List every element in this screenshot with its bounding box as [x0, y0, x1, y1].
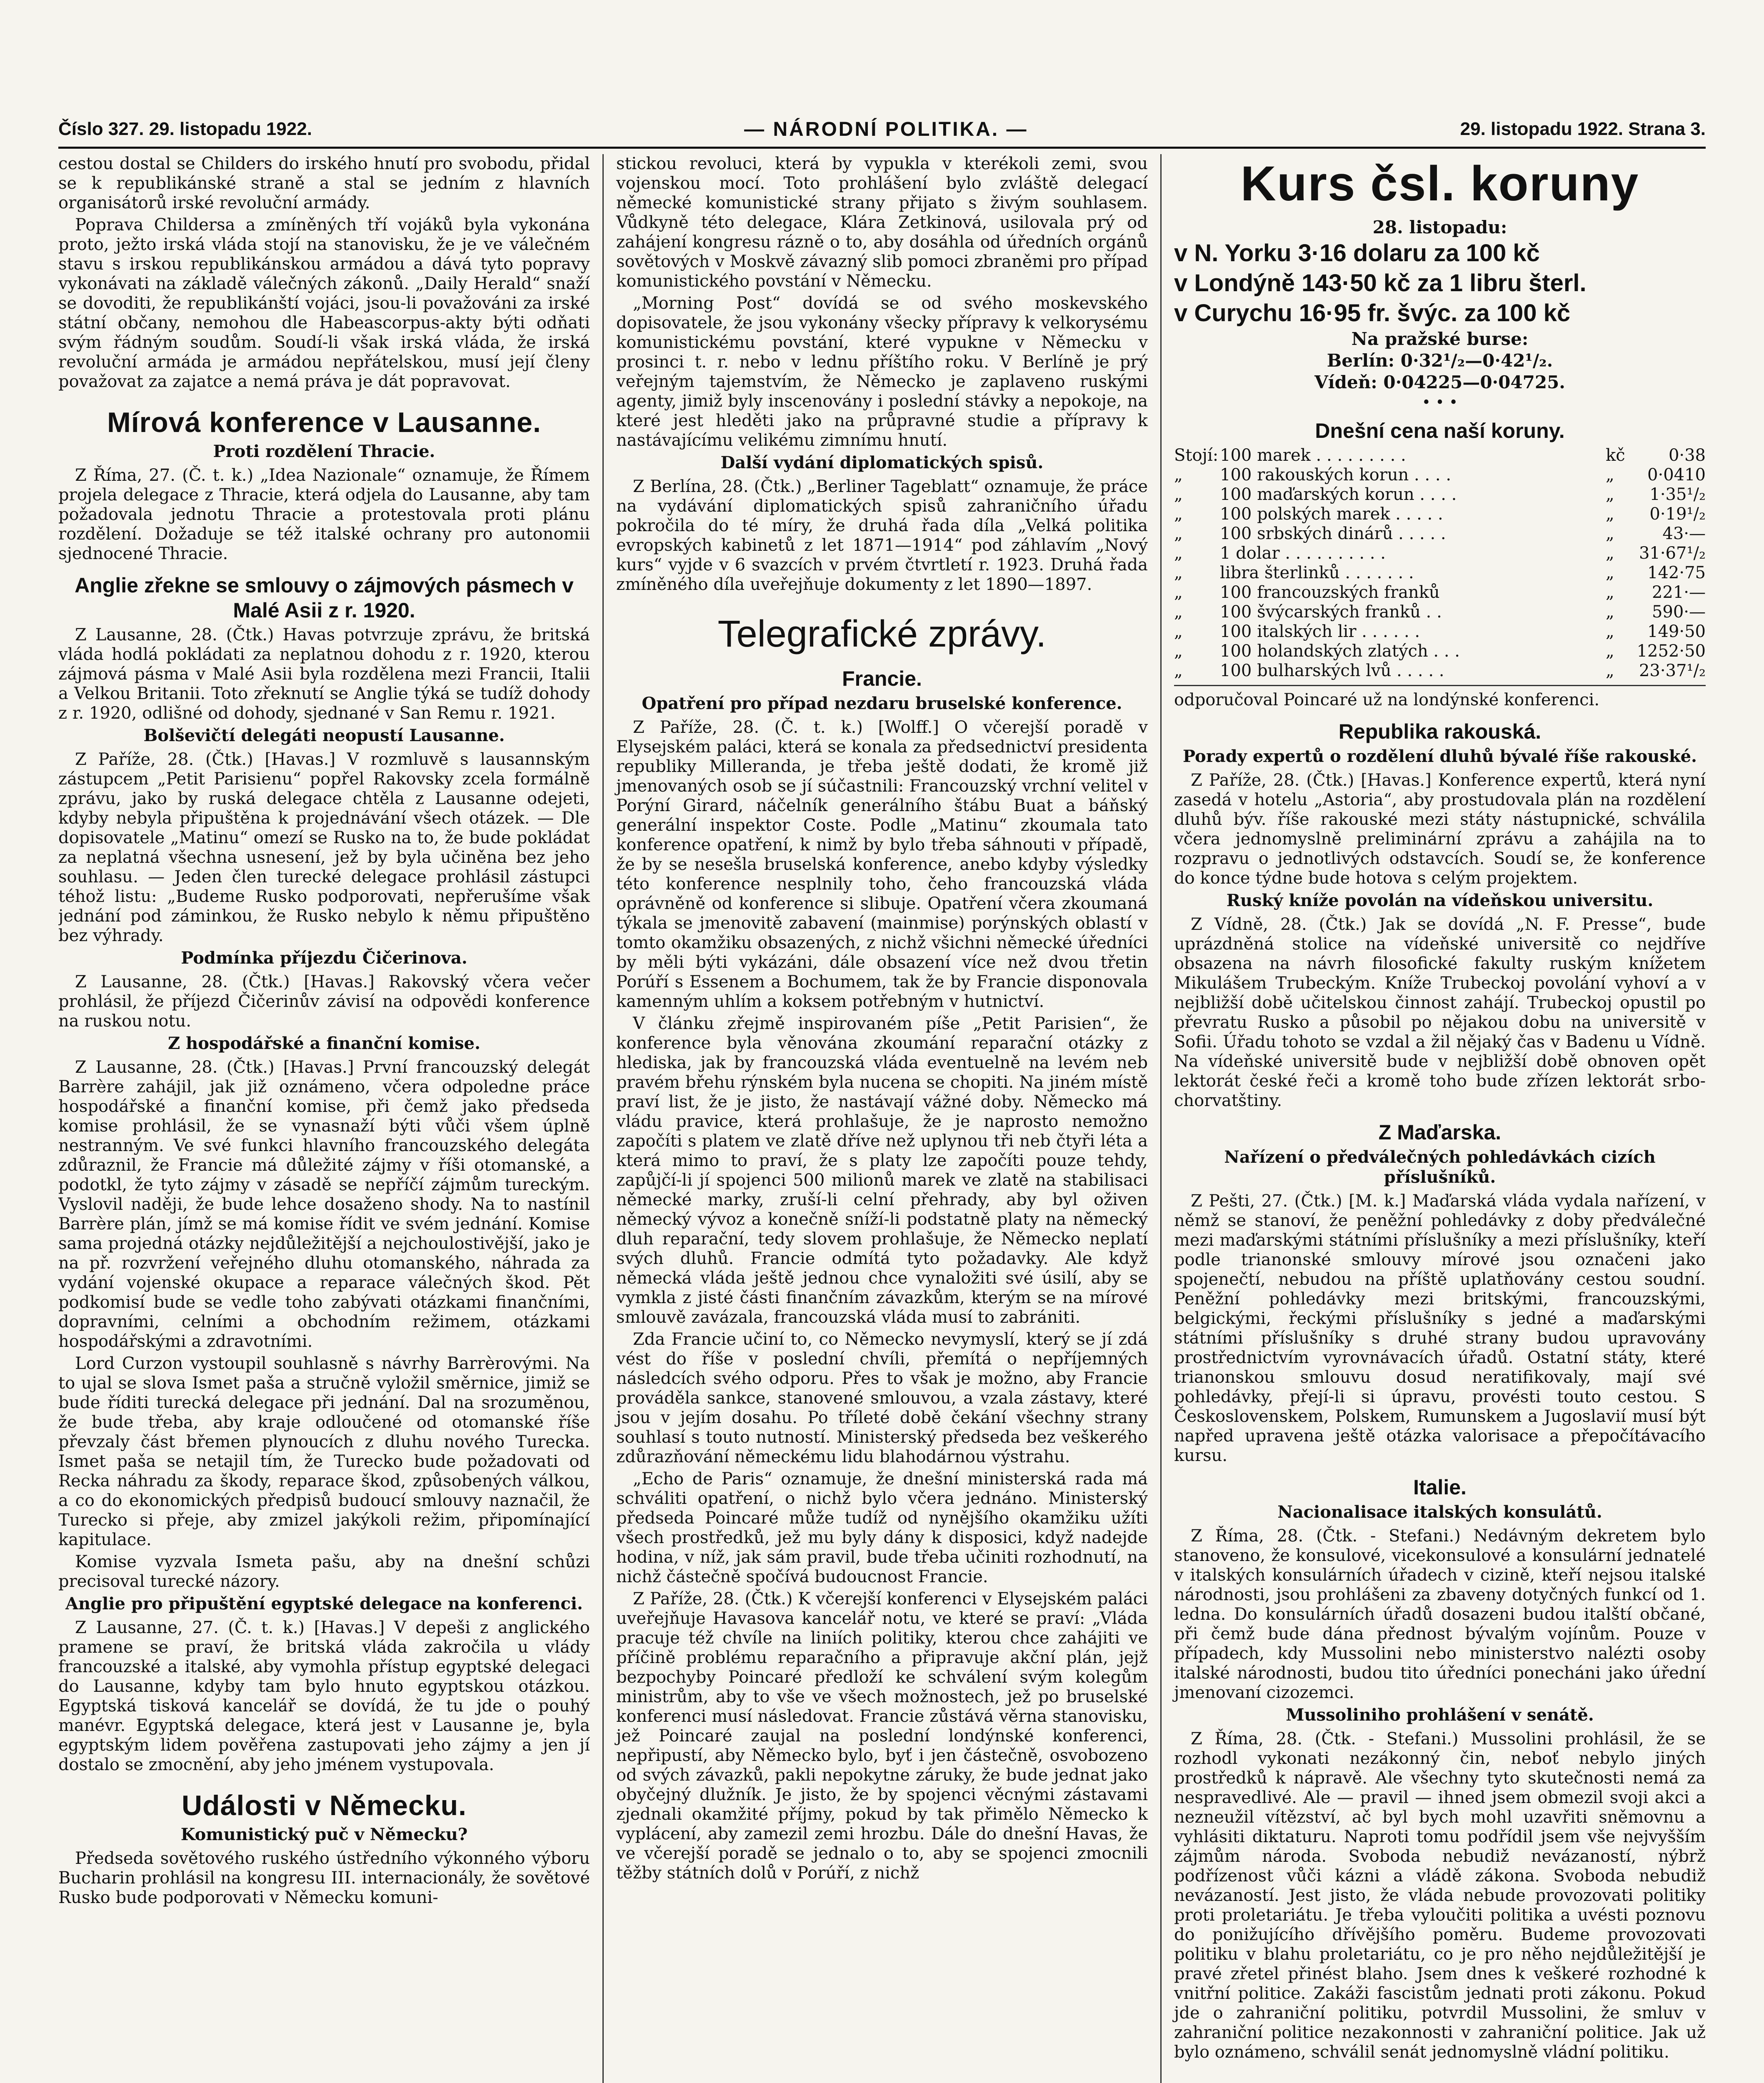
- subheadline-rakousko: Porady expertů o rozdělení dluhů bývalé říše rakouské.: [1183, 747, 1697, 766]
- rate-unit: „: [1606, 583, 1614, 602]
- paragraph: „Morning Post“ dovídá se od svého moskevského dopisovatele, že jsou vykonány všecky přípravy k velkorysému komunistickému povstání, které vypukne v Německu v prosinci t. r. nebo v lednu příštího roku. V Berlíně je prý veřejným tajemstvím, že Německo je zaplaveno ruskými agenty, jimiž byly inscenovány i poslední stávky a nepokoje, na které jest hleděti jako na průpravné studie a přípravy k nastávajícímu velikému zimnímu hnutí.: [616, 294, 1148, 450]
- paragraph: Z Paříže, 28. (Č. t. k.) [Wolff.] O včerejší poradě v Elysejském paláci, která se konala za předsednictví presidenta republiky Milleranda, je třeba ještě dodati, že kromě již jmenovaných osob se jí súčastnili: Francouzský vrchní velitel v Porýní Girard, náčelník generálního štábu Buat a báňský generální inspektor Coste. Podle „Matinu“ zkoumala tato konference opatření, k nimž by bylo třeba sáhnouti v případě, že by se nesešla bruselská konference, anebo kdyby výsledky této konference nesplnily toho, čeho francouzská vláda oprávněně od konference si slibuje. Opatření včera zkoumaná týkala se jmenovitě zabavení (mainmise) porýnských oblastí v tomto okamžiku obsazených, z nichž všichni německé úředníci by měli býti vykázáni, dále obsazení více než dvou třetin Porúří s Essenem a Bochumem, tak že by Francie disponovala kamenným uhlím a koksem potřebným v hutnictví.: [616, 718, 1148, 1011]
- headline-rakousko: Republika rakouská.: [1338, 720, 1542, 743]
- rate-row: [1174, 642, 1706, 661]
- paragraph: Z Lausanne, 28. (Čtk.) [Havas.] První francouzský delegát Barrère zahájil, jak již oznámeno, včera odpoledne práce hospodářské a finanční komise, při čemž jako předseda komise prohlásil, že se vynasnaží býti vůči všem úplně nestranným. Ve své funkci hlavního francouzského delegáta zdůraznil, že Francie má důležité zájmy v říši otomanské, a podotkl, že tyto zájmy v zásadě se nepříčí zájmům tureckým. Vyslovil naději, že bude lehce dosaženo shody. Na to nastínil Barrère plán, jímž se má komise řídit ve svém jednání. Komise sama projedná otázky nejdůležitější a nejchoulostivější, jako je na př. rozvržení veřejného dluhu otomanského, náhrada za vydání vojenské okupace a reparace válečných škod. Pět podkomisí bude se vedle toho zabývati otázkami finančními, dopravními, celními a obchodním režimem, otázkami hospodářskými a zdravotními.: [58, 1058, 590, 1351]
- rate-label: 100 italských lir . . . . . .: [1220, 622, 1420, 641]
- paragraph: stickou revoluci, která by vypukla v kterékoli zemi, svou vojenskou mocí. Toto prohlášení bylo zvláště delegací německé komunistické strany přijato s živým souhlasem. Vůdkyně této delegace, Klára Zetkinová, usilovala prý od zahájení kongresu rázně o to, aby dosáhla od úředních orgánů sovětových v Moskvě závazný slib pomoci zbraněmi pro případ komunistického povstání v Německu.: [616, 154, 1148, 291]
- rate-prefix: „: [1174, 505, 1183, 524]
- rate-label: 100 maďarských korun . . . .: [1220, 485, 1457, 504]
- page-info: 29. listopadu 1922. Strana 3.: [1460, 119, 1706, 139]
- rate-prefix: Stojí:: [1174, 446, 1219, 465]
- rate-row: [1174, 505, 1706, 524]
- columns: [58, 154, 1706, 2083]
- subheadline-puc: Komunistický puč v Německu?: [180, 1825, 468, 1844]
- rate-value: 142·75: [1647, 563, 1706, 582]
- subheadline-konsulaty: Nacionalisace italských konsulátů.: [1277, 1502, 1602, 1522]
- rate-row: [1174, 661, 1706, 681]
- paragraph: Z Lausanne, 28. (Čtk.) [Havas.] Rakovský včera večer prohlásil, že příjezd Čičerinův závisí na odpovědi konference na ruskou notu.: [58, 972, 590, 1031]
- headline-anglie: Anglie zřekne se smlouvy o zájmových pásmech v Malé Asii z r. 1920.: [75, 574, 574, 622]
- paragraph: Z Vídně, 28. (Čtk.) Jak se dovídá „N. F. Presse“, bude uprázdněná stolice na vídeňské universitě co nejdříve obsazena na návrh filosofické fakulty ruským knížetem Mikulášem Trubeckým. Kníže Trubeckoj povolání vyhoví a v nejbližší době učitelskou činnost zahájí. Trubeckoj opustil po převratu Rusko a působil po nějakou dobu na universitě v Sofii. Úřadu tohoto se vzdal a žil nějaký čas v Badenu u Vídně. Na vídeňské universitě bude v nejbližší době obnoven opět lektorát české řeči a kromě toho bude zřízen lektorát srbo-chorvatštiny.: [1174, 915, 1706, 1110]
- rate-prefix: „: [1174, 602, 1183, 622]
- newspaper-title: — NÁRODNÍ POLITIKA. —: [744, 118, 1028, 140]
- paragraph: Z Paříže, 28. (Čtk.) [Havas.] V rozmluvě s lausannským zástupcem „Petit Parisienu“ popřel Rakovsky zcela formálně zprávu, jako by ruská delegace chtěla z Lausanne odejeti, kdyby nebyla připuštěna k projednávání všech otázek. — Dle dopisovatele „Matinu“ omezí se Rusko na to, že bude pokládat za neplatná všechna usnesení, jež by byla učiněna bez jeho souhlasu. — Jeden člen turecké delegace prohlásil zástupci téhož listu: „Budeme Rusko podporovati, nepřerušíme však jednání pod záminkou, že Rusko nebylo k němu připuštěno bez výhrady.: [58, 750, 590, 945]
- rate-value: 1252·50: [1637, 642, 1706, 661]
- rate-value: 0·19¹/₂: [1649, 505, 1706, 524]
- rate-unit: „: [1606, 642, 1614, 661]
- headline-kurs: Kurs čsl. koruny: [1240, 156, 1639, 211]
- rate-prefix: „: [1174, 583, 1183, 602]
- column-3: [1162, 154, 1706, 2083]
- rate-label: 1 dolar . . . . . . . . . .: [1220, 544, 1386, 563]
- headline-bolsevici: Bolševičtí delegáti neopustí Lausanne.: [143, 726, 505, 745]
- rate-prefix: „: [1174, 485, 1183, 504]
- masthead: [58, 112, 1706, 146]
- rate-prefix: „: [1174, 563, 1183, 582]
- rate-unit: „: [1606, 563, 1614, 582]
- rate-prefix: „: [1174, 622, 1183, 641]
- headline-madarsko: Z Maďarska.: [1378, 1121, 1502, 1144]
- rate-row: [1174, 563, 1706, 583]
- headline-egypt: Anglie pro připuštění egyptské delegace na konferenci.: [65, 1594, 583, 1613]
- headline-italie: Italie.: [1413, 1476, 1467, 1499]
- headline-hospodarska: Z hospodářské a finanční komise.: [168, 1034, 480, 1053]
- rate-label: libra šterlinků . . . . . . .: [1220, 563, 1414, 582]
- rate-value: 590·—: [1652, 602, 1706, 622]
- rate-value: 1·35¹/₂: [1649, 485, 1706, 504]
- column-2: [604, 154, 1162, 2083]
- rate-label: 100 holandských zlatých . . .: [1220, 642, 1460, 661]
- rate-unit: „: [1606, 602, 1614, 622]
- paragraph: V článku zřejmě inspirovaném píše „Petit Parisien“, že konference byla věnována zkoumání reparační otázky z hlediska, jak by francouzská vláda eventuelně na levém neb pravém břehu rýnském byla nucena se chopiti. Na jiném místě praví list, že je jisto, že nastávají vážné doby. Německo má vládu pravice, která prohlašuje, že je naprosto nemožno započíti s platem ve zlatě dříve než uplynou tři neb čtyři léta a která mimo to praví, že s platy lze započíti pouze tehdy, zapůjčí-li jí spojenci 500 milionů marek ve zlatě na stabilisaci německé marky, zruší-li celní přehrady, aby byl oživen německý vývoz a konečně sníží-li podstatně platy na německý dluh reparační, tedy slovem prohlašuje, že Německo neplatí svých dluhů. Francie odmítá tyto požadavky. Ale když německá vláda ještě jednou chce vynaložiti své úsilí, aby se vymkla z jisté části finančním závazkům, kterým se na mírové smlouvě zavázala, francouzská vláda musí to zabrániti.: [616, 1014, 1148, 1327]
- headline-cicerin: Podmínka příjezdu Čičerinova.: [181, 948, 467, 968]
- rule: [1174, 685, 1706, 686]
- rate-row: [1174, 544, 1706, 563]
- subheadline-thrace: Proti rozdělení Thracie.: [213, 442, 435, 461]
- rate-unit: „: [1606, 622, 1614, 641]
- rate-row: [1174, 583, 1706, 602]
- rate-unit: „: [1606, 465, 1614, 485]
- burse-viden: Vídeň: 0·04225—0·04725.: [1314, 372, 1565, 392]
- headline-nemecko: Události v Německu.: [181, 1790, 467, 1821]
- rate-prefix: „: [1174, 465, 1183, 485]
- rate-row: [1174, 524, 1706, 544]
- paragraph: Z Paříže, 28. (Čtk.) [Havas.] Konference expertů, která nyní zasedá v hotelu „Astoria“, aby prostudovala plán na rozdělení dluhů býv. říše rakouské mezi státy nástupnické, schválila včera jednomyslně preliminární zprávu a zahájila na to rozpravu o jednotlivých odstavcích. Soudí se, že konference do konce týdne bude hotova s celým projektem.: [1174, 771, 1706, 888]
- kurs-zurich: v Curychu 16·95 fr. švýc. za 100 kč: [1174, 300, 1571, 327]
- paragraph: Z Lausanne, 28. (Čtk.) Havas potvrzuje zprávu, že britská vláda hodlá pokládati za neplatnou dohodu z r. 1920, kterou zájmová pásma v Malé Asii byla rozdělena mezi Francii, Italii a Velkou Britanii. Toto zřeknutí se Anglie týká se tudíž dohody z r. 1920, odlišné od dohody, sjednané v San Remu r. 1921.: [58, 625, 590, 723]
- paragraph: Z Pešti, 27. (Čtk.) [M. k.] Maďarská vláda vydala nařízení, v němž se stanoví, že peněžní pohledávky z doby předválečné mezi maďarskými státními příslušníky a mezi příslušníky, kteří podle trianonské smlouvy mírové jsou označeni jako spojenečtí, nebudou na příště uplatňovány cestou soudní. Peněžní pohledávky mezi britskými, francouzskými, belgickými, řeckými příslušníky s jedné a maďarskými státními příslušníky s druhé strany budou upravovány prostřednictvím vyrovnávacích úřadů. Ostatní státy, které trianonskou smlouvu dosud neratifikovaly, mají své pohledávky, přejí-li si úpravu, provésti touto cestou. S Československem, Polskem, Rumunskem a Jugoslavií musí být napřed upravena ještě otázka valorisace a přepočítávacího kursu.: [1174, 1191, 1706, 1465]
- kurs-date: 28. listopadu:: [1372, 217, 1507, 237]
- headline-cena: Dnešní cena naší koruny.: [1315, 419, 1565, 442]
- kurs-london: v Londýně 143·50 kč za 1 libru šterl.: [1174, 270, 1587, 297]
- rate-label: 100 polských marek . . . . .: [1220, 505, 1443, 524]
- rate-value: 43·—: [1662, 524, 1706, 543]
- rate-label: 100 francouzských franků: [1220, 583, 1440, 602]
- kurs-new-york: v N. Yorku 3·16 dolaru za 100 kč: [1174, 240, 1540, 267]
- paragraph: Předseda sovětového ruského ústředního výkonného výboru Bucharin prohlásil na kongresu III. internacionály, že sovětové Rusko bude podporovati v Německu komuni-: [58, 1849, 590, 1907]
- paragraph: Lord Curzon vystoupil souhlasně s návrhy Barrèrovými. Na to ujal se slova Ismet paša a stručně vyložil směrnice, jimiž se bude říditi turecká delegace při jednání. Dal na srozuměnou, že bude třeba, aby kraje odloučené od otomanské říše převzaly část břemen plynoucích z dluhu nového Turecka. Ismet paša se netajil tím, že Turecko bude požadovati od Recka náhradu za škody, reparace škod, způsobených válkou, a co do ekonomických předpisů budoucí smlouvy naznačil, že Turecko si přeje, aby zmizel jakýkoli režim, připomínající kapitulace.: [58, 1354, 590, 1549]
- rate-unit: „: [1606, 661, 1614, 680]
- rate-value: 31·67¹/₂: [1639, 544, 1706, 563]
- paragraph: Z Berlína, 28. (Čtk.) „Berliner Tageblatt“ oznamuje, že práce na vydávání diplomatických spisů zahraničního úřadu pokročila do té míry, že druhá řada díla „Velká politika evropských kabinetů z let 1871—1914“ pod záhlavím „Nový kurs“ vyjde v 6 svazcích v prvém čtvrtletí r. 1923. Druhá řada zmíněného díla uveřejňuje dokumenty z let 1890—1897.: [616, 477, 1148, 594]
- headline-lausanne: Mírová konference v Lausanne.: [107, 407, 541, 438]
- rate-value: 0·0410: [1647, 465, 1706, 485]
- headline-knize: Ruský kníže povolán na vídeňskou universitu.: [1226, 891, 1654, 910]
- paragraph: „Echo de Paris“ oznamuje, že dnešní ministerská rada má schváliti opatření, o nichž bylo včera jednáno. Ministerský předseda Poincaré může tudíž od nynějšího okamžiku užíti všech prostředků, jež mu byly dány k disposici, když nadejde hodina, v níž, jak sám pravil, bude třeba učiniti rozhodnutí, na nichž částečně spočívá budoucnost Francie.: [616, 1469, 1148, 1586]
- burse-title: Na pražské burse:: [1351, 329, 1529, 349]
- headline-spisy: Další vydání diplomatických spisů.: [720, 453, 1044, 472]
- rate-label: 100 bulharských lvů . . . . .: [1220, 661, 1444, 680]
- headline-francie: Francie.: [842, 667, 922, 690]
- header-rule: [58, 147, 1706, 149]
- paragraph: Z Říma, 27. (Č. t. k.) „Idea Nazionale“ oznamuje, že Římem projela delegace z Thracie, která odjela do Lausanne, aby tam požadovala jednotu Thracie a protestovala proti plánu rozdělení. Dožaduje se též italské ochrany pro autonomii sjednocené Thracie.: [58, 466, 590, 563]
- separator-dots: • • •: [1422, 394, 1458, 411]
- rate-label: 100 švýcarských franků . .: [1220, 602, 1442, 622]
- rate-prefix: „: [1174, 642, 1183, 661]
- column-1: [58, 154, 604, 2083]
- paragraph: Komise vyzvala Ismeta pašu, aby na dnešní schůzi precisoval turecké názory.: [58, 1552, 590, 1591]
- rate-value: 0·38: [1668, 446, 1706, 465]
- issue-info: Číslo 327. 29. listopadu 1922.: [58, 119, 312, 139]
- rate-value: 149·50: [1647, 622, 1706, 641]
- rate-unit: „: [1606, 485, 1614, 504]
- rate-row: [1174, 446, 1706, 465]
- rate-prefix: „: [1174, 661, 1183, 680]
- rate-prefix: „: [1174, 544, 1183, 563]
- paragraph: cestou dostal se Childers do irského hnutí pro svobodu, přidal se k republikánské straně a stal se jedním z hlavních organisátorů irské revoluční armády.: [58, 154, 590, 212]
- rate-row: [1174, 602, 1706, 622]
- rate-row: [1174, 465, 1706, 485]
- rate-row: [1174, 485, 1706, 505]
- headline-mussolini: Mussoliniho prohlášení v senátě.: [1286, 1705, 1594, 1725]
- rates-table: [1174, 446, 1706, 681]
- paragraph: Zda Francie učiní to, co Německo nevymyslí, který se jí zdá vést do říše v poslední chvíli, přemítá o nepříjemných následcích svého odporu. Přes to však je možno, aby Francie prováděla sankce, stanovené smlouvou, a vzala zástavy, které jsou v jejím dosahu. Po tříleté době čekání všechny strany souhlasí s touto nutností. Ministerský předseda bez veškerého zdůrazňování německému lidu blahodárnou výstrahu.: [616, 1330, 1148, 1466]
- rate-label: 100 marek . . . . . . . . .: [1220, 446, 1406, 465]
- paragraph: Poprava Childersa a zmíněných tří vojáků byla vykonána proto, ježto irská vláda stojí na stanovisku, že je ve válečném stavu s irskou republikánskou armádou a dává tyto popravy vykonávati na základě válečných zákonů. „Daily Herald“ snaží se dovoditi, že republikánští vojáci, jsou-li považováni za irské státní občany, nemohou dle Habeascorpus-akty býti odňati svým řádným soudům. Soudí-li však irská vláda, že irská revoluční armáda je armádou nepřátelskou, musí její členy považovat za zajatce a nemá práva je dát popravovat.: [58, 215, 590, 391]
- headline-telegraficke: Telegrafické zprávy.: [717, 613, 1047, 655]
- rate-value: 221·—: [1652, 583, 1706, 602]
- rate-value: 23·37¹/₂: [1639, 661, 1706, 680]
- rate-unit: kč: [1606, 446, 1625, 465]
- rate-unit: „: [1606, 505, 1614, 524]
- rate-label: 100 rakouských korun . . . .: [1220, 465, 1452, 485]
- subheadline-madarsko: Nařízení o předválečných pohledávkách cizích příslušníků.: [1224, 1147, 1656, 1187]
- paragraph: Z Říma, 28. (Čtk. - Stefani.) Mussolini prohlásil, že se rozhodl vykonati nezákonný čin, neboť nebylo jiných prostředků k nápravě. Ale všechny tyto skutečnosti nemá za nespravedlivé. Ale — pravil — ihned jsem obmezil svoji akci a nezneužil vítězství, ač byl bych mohl uzavřiti sněmovnu a vyhlásiti diktaturu. Naproti tomu podřídil jsem vše nejvyšším zájmům národa. Svoboda nebudiž nevázaností, nýbrž podřízenost vůči kázni a vládě zákona. Svoboda nebudiž nevázaností. Jest jisto, že vláda nebude provozovati politiky proti proletariátu. Je třeba vyloučiti politika a uvésti poznovu do ponižujícího dřívějšího poměru. Budeme provozovati politiku v blahu proletariátu, co je pro něho nejdůležitější je pravé zřetel přinést blaho. Jsem dnes k veškeré rozhodné k vnitřní politice. Zakáži fascistům jednati proti zákonu. Pokud jde o zahraniční politiku, potvrdil Mussolini, že smluv v zahraniční politice nezakonnosti v zahraniční politice. Jak už bylo oznámeno, schválil senát jednomyslně vládní politiku.: [1174, 1729, 1706, 2062]
- paragraph: Z Říma, 28. (Čtk. - Stefani.) Nedávným dekretem bylo stanoveno, že konsulové, vicekonsulové a konsulární jednatelé v italských konsulárních úřadech v cizině, kteří nejsou italské národnosti, jsou prohlášeni za zbaveny dotyčných funkcí od 1. ledna. Do konsulárních úřadů dosazeni budou italští občané, při čemž bude dána přednost bývalým vojínům. Pouze v případech, kdy Mussolini nebo ministerstvo nalézti osoby italské národnosti, budou tito úředníci ponecháni jako úřední jmenovaní cizozemci.: [1174, 1526, 1706, 1702]
- rate-unit: „: [1606, 544, 1614, 563]
- paragraph: Z Paříže, 28. (Čtk.) K včerejší konferenci v Elysejském paláci uveřejňuje Havasova kancelář notu, ve které se praví: „Vláda pracuje též chvíle na liniích politiky, kterou chce zahájiti ve příčině problému reparačního a připravuje akční plán, jejž bezpochyby Poincaré předloží ke schválení svým kolegům ministrům, aby to vše ve všech možnostech, jež po bruselské konferenci musí následovat. Francie zůstává věrna stanovisku, jež Poincaré zaujal na poslední londýnské konferenci, nepřipustí, aby Německo bylo, byť i jen částečně, osvobozeno od svých závazků, pakli nepokytne záruky, že bude jednat jako obyčejný dlužník. Je jisto, že by spojenci věcnými zástavami zjednali okamžité příjmy, pokud by tak přimělo Německo k vyplácení, aby zamezil zemi hrozbu. Dále do dnešní Havas, že ve včerejší poradě se jednalo o to, aby se spojenci zmocnili těžby státních dolů v Porúří, z nichž: [616, 1589, 1148, 1883]
- burse-berlin: Berlín: 0·32¹/₂—0·42¹/₂.: [1327, 350, 1553, 371]
- rate-unit: „: [1606, 524, 1614, 543]
- paragraph: odporučoval Poincaré už na londýnské konferenci.: [1174, 690, 1600, 709]
- rate-label: 100 srbských dinárů . . . . .: [1220, 524, 1446, 543]
- subheadline-opatreni: Opatření pro případ nezdaru bruselské konference.: [642, 694, 1122, 713]
- rate-prefix: „: [1174, 524, 1183, 543]
- paragraph: Z Lausanne, 27. (Č. t. k.) [Havas.] V depeši z anglického pramene se praví, že britská vláda zakročila u vlády francouzské a italské, aby vymohla přístup egyptské delegaci do Lausanne, kdyby tam bylo hnuto egyptskou otázkou. Egyptská tisková kancelář se dovídá, že tu jde o pouhý manévr. Egyptská delegace, která jest v Lausanne je, byla egyptským lidem pověřena zastupovati jeho zájmy a jen jí dostalo se zmocnění, aby jeho jménem vystupovala.: [58, 1618, 590, 1774]
- rate-row: [1174, 622, 1706, 642]
